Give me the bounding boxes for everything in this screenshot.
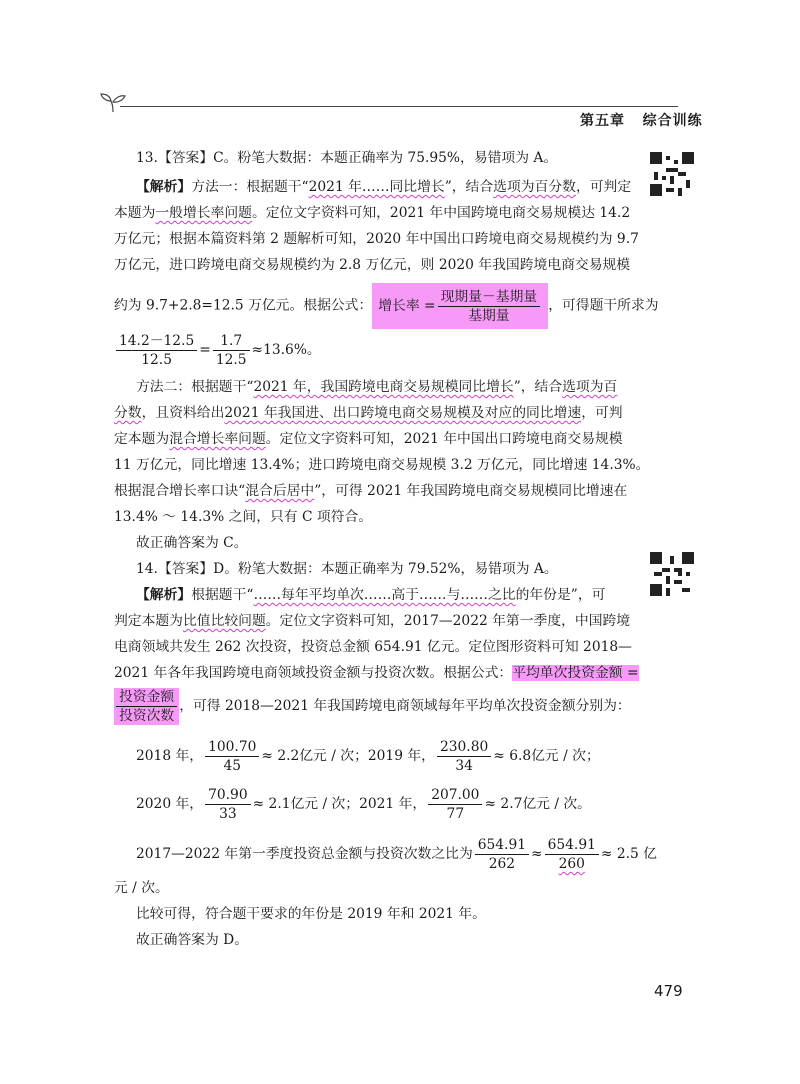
formula-fraction xyxy=(438,288,541,325)
calc-fraction xyxy=(213,332,250,369)
text: ≈ 2.1亿元 / 次；2021 年， xyxy=(252,796,427,812)
numerator: 230.80 xyxy=(437,738,491,757)
q13-text-line: 13.4% ～ 14.3% 之间，只有 C 项符合。 xyxy=(114,509,373,525)
denominator: 12.5 xyxy=(141,352,172,368)
q13-text-line xyxy=(114,403,623,423)
key-phrase: 混合后居中 xyxy=(245,483,315,499)
key-phrase: 选项为百分数 xyxy=(493,179,576,195)
q14-text-line xyxy=(114,663,639,683)
text: 2017—2022 年第一季度投资总金额与投资次数之比为 xyxy=(136,846,473,862)
numerator: 投资金额 xyxy=(116,688,177,707)
numerator: 207.00 xyxy=(428,786,482,805)
denominator: 投资次数 xyxy=(119,708,175,724)
denominator: 77 xyxy=(446,806,465,822)
text: 的年份是”，可 xyxy=(515,587,606,603)
text: ≈ 6.8亿元 / 次； xyxy=(493,748,600,764)
denominator: 12.5 xyxy=(215,352,247,368)
q14-text-line: 元 / 次。 xyxy=(114,880,169,896)
calc-fraction xyxy=(475,836,529,873)
q14-answer-line: 14.【答案】D。粉笔大数据：本题正确率为 79.52%，易错项为 A。 xyxy=(136,561,558,577)
numerator: 现期量－基期量 xyxy=(438,288,541,307)
q14-formula-line xyxy=(114,686,631,726)
sprout-icon xyxy=(100,92,126,114)
q13-text-line xyxy=(114,429,623,449)
text: 本题为 xyxy=(114,205,156,221)
text: 。定位文字资料可知，2021 年中国出口跨境电商交易规模 xyxy=(265,431,623,447)
text: ≈ 2.2亿元 / 次；2019 年， xyxy=(261,748,435,764)
denominator: 基期量 xyxy=(468,308,510,324)
text: ”，可得 2021 年我国跨境电商交易规模同比增速在 xyxy=(314,483,628,499)
q13-text-line xyxy=(114,203,630,223)
key-phrase: 2021 年，我国跨境电商交易规模同比增长 xyxy=(253,379,514,395)
header-rule xyxy=(120,106,678,107)
qr-code-icon[interactable] xyxy=(650,152,694,196)
text: ≈ 2.5 亿 xyxy=(600,846,657,862)
text: ，可判定 xyxy=(575,179,632,195)
text: 。定位文字资料可知，2017—2022 年第一季度，中国跨境 xyxy=(265,613,631,629)
text: ”，结合 xyxy=(513,379,563,395)
key-phrase: 比值比较问题 xyxy=(182,613,266,629)
numerator: 100.70 xyxy=(205,738,259,757)
denominator: 260 xyxy=(558,856,585,872)
q14-comparison: 比较可得，符合题干要求的年份是 2019 年和 2021 年。 xyxy=(136,906,486,922)
calc-fraction xyxy=(437,738,491,775)
numerator: 70.90 xyxy=(205,786,251,805)
text: ，可得题干所求为 xyxy=(548,297,659,314)
text: 2018 年， xyxy=(136,748,204,764)
text: ，可判 xyxy=(581,405,623,421)
numerator: 1.7 xyxy=(213,332,250,351)
key-phrase: ……每年平均单次……高于……与……之比 xyxy=(253,587,516,603)
equals-sign: = xyxy=(199,342,211,358)
formula-lhs: 增长率 = xyxy=(378,298,436,314)
q14-analysis-line xyxy=(136,585,605,605)
result: ≈13.6%。 xyxy=(251,342,321,358)
text: 约为 9.7+2.8=12.5 万亿元。根据公式： xyxy=(114,297,373,314)
q13-answer-line: 13.【答案】C。粉笔大数据：本题正确率为 75.95%，易错项为 A。 xyxy=(136,150,558,166)
q13-text-line: 万亿元；根据本篇资料第 2 题解析可知，2020 年中国出口跨境电商交易规模约为 9.7 xyxy=(114,231,639,247)
numerator: 14.2－12.5 xyxy=(116,332,197,351)
analysis-label: 【解析】 xyxy=(136,587,192,603)
text: 方法二：根据题干“ xyxy=(136,379,254,395)
q13-text-line xyxy=(114,481,627,501)
denominator: 33 xyxy=(219,806,237,822)
key-phrase: 分数 xyxy=(114,405,142,421)
q13-text-line: 万亿元，进口跨境电商交易规模约为 2.8 万亿元，则 2020 年我国跨境电商交易规模 xyxy=(114,257,631,273)
q13-text-line: 11 万亿元，同比增速 13.4%；进口跨境电商交易规模 3.2 万亿元，同比增速 14.3%。 xyxy=(114,457,650,473)
q14-calc-line xyxy=(136,736,600,776)
text: ，且资料给出 xyxy=(141,405,225,421)
key-phrase: 一般增长率问题 xyxy=(155,205,252,221)
text: ≈ 2.7亿元 / 次。 xyxy=(484,796,591,812)
q13-formula-line xyxy=(114,283,659,329)
q14-text-line: 电商领域共发生 262 次投资，投资总金额 654.91 亿元。定位图形资料可知 2018— xyxy=(114,639,632,655)
key-phrase: 2021 年……同比增长 xyxy=(308,179,445,195)
q14-ratio-line xyxy=(136,834,657,874)
text: ”，结合 xyxy=(444,179,494,195)
q13-method2-line xyxy=(136,377,617,397)
text: 判定本题为 xyxy=(114,613,183,629)
text: 2020 年， xyxy=(136,796,204,812)
avg-investment-fraction xyxy=(114,688,179,725)
denominator: 262 xyxy=(488,856,516,872)
q13-conclusion: 故正确答案为 C。 xyxy=(136,535,248,551)
key-phrase: 混合增长率问题 xyxy=(169,431,266,447)
q14-calc-line xyxy=(136,784,591,824)
text: 根据题干“ xyxy=(191,587,254,603)
section-label: 综合训练 xyxy=(642,113,703,129)
text: 2021 年各年我国跨境电商领域投资金额与投资次数。根据公式： xyxy=(114,665,513,681)
q13-calc-line xyxy=(114,330,321,370)
key-phrase: 2021 年我国进、出口跨境电商交易规模及对应的同比增速 xyxy=(224,405,582,421)
chapter-header xyxy=(580,110,703,130)
calc-fraction xyxy=(428,786,482,823)
growth-rate-formula xyxy=(372,283,548,329)
numerator: 654.91 xyxy=(545,836,599,855)
text: ，可得 2018—2021 年我国跨境电商领域每年平均单次投资金额分别为： xyxy=(179,698,631,714)
key-phrase: 选项为百 xyxy=(562,379,618,395)
q14-conclusion: 故正确答案为 D。 xyxy=(136,932,249,948)
approx-sign: ≈ xyxy=(531,846,543,862)
q13-analysis-line xyxy=(136,177,631,197)
denominator: 45 xyxy=(223,758,242,774)
chapter-label: 第五章 xyxy=(580,113,625,129)
calc-fraction xyxy=(205,786,251,823)
text: 根据混合增长率口诀“ xyxy=(114,483,246,499)
denominator: 34 xyxy=(455,758,473,774)
q14-text-line xyxy=(114,611,630,631)
text: 方法一：根据题干“ xyxy=(191,179,309,195)
text: 定本题为 xyxy=(114,431,170,447)
calc-fraction xyxy=(545,836,599,873)
qr-code-icon[interactable] xyxy=(650,552,694,596)
calc-fraction xyxy=(116,332,197,369)
calc-fraction xyxy=(205,738,259,775)
analysis-label: 【解析】 xyxy=(136,179,192,195)
page-number: 479 xyxy=(654,982,683,1000)
highlighted-formula: 平均单次投资金额 = xyxy=(512,665,639,681)
numerator: 654.91 xyxy=(475,836,529,855)
text: 。定位文字资料可知，2021 年中国跨境电商交易规模达 14.2 xyxy=(251,205,631,221)
